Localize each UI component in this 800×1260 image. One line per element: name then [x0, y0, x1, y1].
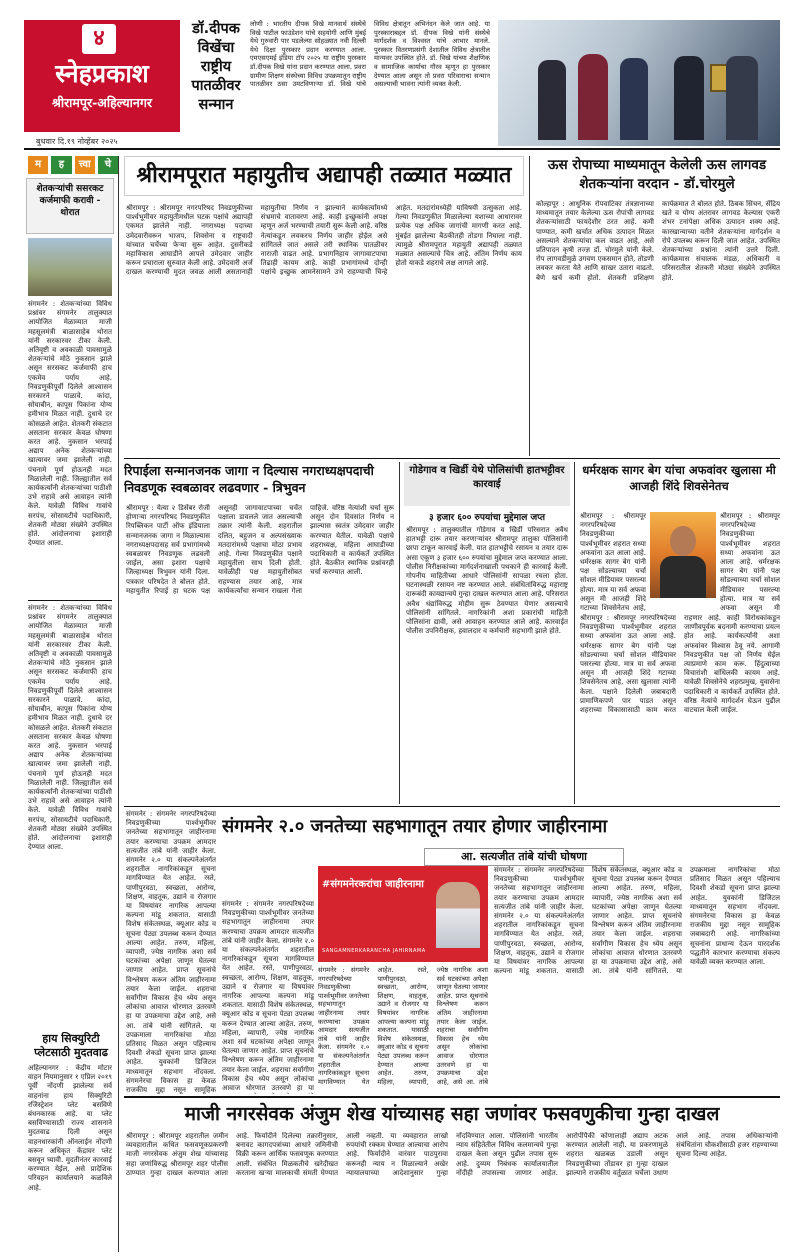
godown-rule [574, 462, 575, 804]
left-body-continued: संगमनेर : शेतकऱ्यांच्या विविध प्रश्नांवर संगमनेर तालुक्यात आयोजित मेळाव्यात माजी महसूलमंत्री बाळासाहेब थोरात यांनी सरकारवर टीका केली. अतिवृष्टी व अवकाळी पावसामुळे शेतकऱ्यांचे मोठे नुकसान झाले असून सरसकट कर्जमाफी हाच एकमेव पर्याय आहे. निवडणुकीपूर्वी दिलेले आश्वासन सरकारने पाळावे. कांदा, सोयाबीन, कापूस पिकांना योग्य हमीभाव मिळत नाही. दुधाचे दर कोसळले आहेत. शेतकरी संकटात असताना सरकार केवळ घोषणा करत आहे. नुकसान भरपाई अद्याप अनेक शेतकऱ्यांच्या खात्यावर जमा झालेली नाही. पंचनामे पूर्ण होऊनही मदत मिळालेली नाही. जिल्ह्यातील सर्व कार्यकर्त्यांनी शेतकऱ्यांच्या पाठीशी उभे राहावे असे आवाहन त्यांनी केले. यावेळी विविध गावांचे सरपंच, सोसायटीचे पदाधिकारी, शेतकरी मोठ्या संख्येने उपस्थित होते. आंदोलनाचा इशाराही देण्यात आला. [28, 604, 112, 852]
label-char-2: ह [51, 156, 71, 174]
sangamner-body-right: संगमनेर : संगमनेर नगरपरिषदेच्या निवडणुकीच्या पार्श्वभूमीवर जनतेच्या सहभागातून जाहीरनामा तयार करण्याचा उपक्रम आमदार सत्यजीत तांबे यांनी जाहीर केला. संगमनेर २.० या संकल्पनेअंतर्गत शहरातील नागरिकांकडून सूचना मागविण्यात येत आहेत. रस्ते, पाणीपुरवठा, स्वच्छता, आरोग्य, शिक्षण, वाहतूक, उद्याने व रोजगार या विषयांवर नागरिक आपल्या कल्पना मांडू शकतात. यासाठी विशेष संकेतस्थळ, क्यूआर कोड व सूचना पेट्या उपलब्ध करून देण्यात आल्या आहेत. तरुण, महिला, व्यापारी, ज्येष्ठ नागरिक अशा सर्व घटकांच्या अपेक्षा जाणून घेतल्या जाणार आहेत. प्राप्त सूचनांचे विश्लेषण करून अंतिम जाहीरनामा तयार केला जाईल. शहराचा सर्वांगीण विकास हेच ध्येय असून लोकांचा आवाज धोरणात उतरवणे हा या उपक्रमाचा उद्देश आहे, असे आ. तांबे यांनी सांगितले. या उपक्रमाला नागरिकांचा मोठा प्रतिसाद मिळत असून पहिल्याच दिवशी शेकडो सूचना प्राप्त झाल्या आहेत. युवकांनी डिजिटल माध्यमातून सहभाग नोंदवला. संगमनेरचा विकास हा केवळ राजकीय मुद्दा नसून सामूहिक जबाबदारी आहे. नागरिकांच्या सूचनांना प्राधान्य देऊन पारदर्शक पद्धतीने कारभार करण्याचा संकल्प यावेळी व्यक्त करण्यात आला. [494, 866, 780, 976]
sangamner-headline: संगमनेर २.० जनतेच्या सहभागातून तयार होणार जाहीरनामा [222, 816, 608, 837]
left-headline-box [26, 178, 114, 234]
sugarcane-headline: ऊस रोपाच्या माध्यमातून केलेली ऊस लागवड शेतकऱ्यांना वरदान - डॉ.चोरमुले [547, 157, 767, 192]
tribhuvan-headline: रिपाईला सन्मानजनक जागा न दिल्यास नगराध्यक्षपदाची निवडणूक स्वबळावर लढवणार - त्रिभुवन [124, 463, 374, 495]
godown-subhead: ३ हजार ६०० रुपयांचा मुद्देमाल जप्त [428, 513, 546, 523]
award-title: डॉ.दीपक विखेंचा राष्ट्रीय पातळीवर सन्मान [191, 21, 241, 113]
sangamner-body-left: संगमनेर : संगमनेर नगरपरिषदेच्या निवडणुकीच्या पार्श्वभूमीवर जनतेच्या सहभागातून जाहीरनामा तयार करण्याचा उपक्रम आमदार सत्यजीत तांबे यांनी जाहीर केला. संगमनेर २.० या संकल्पनेअंतर्गत शहरातील नागरिकांकडून सूचना मागविण्यात येत आहेत. रस्ते, पाणीपुरवठा, स्वच्छता, आरोग्य, शिक्षण, वाहतूक, उद्याने व रोजगार या विषयांवर नागरिक आपल्या कल्पना मांडू शकतात. यासाठी विशेष संकेतस्थळ, क्यूआर कोड व सूचना पेट्या उपलब्ध करून देण्यात आल्या आहेत. तरुण, महिला, व्यापारी, ज्येष्ठ नागरिक अशा सर्व घटकांच्या अपेक्षा जाणून घेतल्या जाणार आहेत. प्राप्त सूचनांचे विश्लेषण करून अंतिम जाहीरनामा तयार केला जाईल. शहराचा सर्वांगीण विकास हेच ध्येय असून लोकांचा आवाज धोरणात उतरवणे हा या उपक्रमाचा उद्देश आहे, असे आ. तांबे यांनी सांगितले. या उपक्रमाला नागरिकांचा मोठा प्रतिसाद मिळत असून पहिल्याच दिवशी शेकडो सूचना प्राप्त झाल्या आहेत. युवकांनी डिजिटल माध्यमातून सहभाग नोंदवला. संगमनेरचा विकास हा केवळ राजकीय मुद्दा नसून सामूहिक [126, 810, 216, 1094]
masthead [24, 20, 180, 132]
main-body: श्रीरामपूर : श्रीरामपूर नगरपरिषद निवडणुकीच्या पार्श्वभूमीवर महायुतीमधील घटक पक्षांचे अद्यापही एकमत झालेले नाही. नगराध्यक्ष पदाच्या उमेदवारीवरून भाजप, शिवसेना व राष्ट्रवादी यांच्यात चर्चेच्या फेऱ्या सुरू आहेत. दुसरीकडे महाविकास आघाडीने आपले उमेदवार जाहीर करून प्रचाराला सुरुवात केली आहे. उमेदवारी अर्ज दाखल करण्याची मुदत जवळ आली असतानाही महायुतीचा निर्णय न झाल्याने कार्यकर्त्यांमध्ये संभ्रमाचे वातावरण आहे. काही इच्छुकांनी अपक्ष म्हणून अर्ज भरण्याची तयारी सुरू केली आहे. वरिष्ठ नेत्यांकडून लवकरच निर्णय जाहीर होईल असे सांगितले जात असले तरी स्थानिक पातळीवर नाराजी वाढत आहे. प्रभागनिहाय जागावाटपाचा तिढाही कायम आहे. काही प्रभागांमध्ये दोन्ही पक्षांचे इच्छुक आमनेसामने उभे राहण्याची चिन्हे आहेत. मतदारांमध्येही याविषयी उत्सुकता आहे. गेल्या निवडणुकीत मिळालेल्या यशाच्या आधारावर प्रत्येक पक्ष अधिक जागांची मागणी करत आहे. मुंबईत झालेल्या बैठकीतही तोडगा निघाला नाही. त्यामुळे श्रीरामपूरात महायुती अद्यापही तळ्यात मळ्यात असल्याचे चित्र आहे. अंतिम निर्णय काय होतो याकडे शहराचे लक्ष लागले आहे. [126, 204, 522, 277]
award-photo [498, 20, 780, 146]
hashtag-caption: SANGAMNERKARANCHA JAHIRNAMA [322, 948, 426, 954]
sugarcane-body: कोल्हापूर : आधुनिक रोपवाटिका तंत्रज्ञानाच्या माध्यमातून तयार केलेल्या ऊस रोपांची लागवड शेतकऱ्यांसाठी फायदेशीर ठरत आहे. कमी पाण्यात, कमी खर्चात अधिक उत्पादन मिळत असल्याने शेतकऱ्यांचा कल वाढत आहे, असे प्रतिपादन कृषी तज्ज्ञ डॉ. चोरमुले यांनी केले. रोप लागवडीमुळे उगवण एकसमान होते, तोडणी लवकर करता येते आणि साखर उतारा वाढतो. बेणे खर्च कमी होतो. शेतकरी प्रशिक्षण कार्यक्रमात ते बोलत होते. ठिबक सिंचन, सेंद्रिय खते व योग्य अंतरावर लागवड केल्यास एकरी शंभर टनांपेक्षा अधिक उत्पादन शक्य आहे. कारखान्याच्या वतीने शेतकऱ्यांना मार्गदर्शन व रोपे उपलब्ध करून दिली जात आहेत. उपस्थित शेतकऱ्यांच्या प्रश्नांना त्यांनी उत्तरे दिली. कार्यक्रमास संचालक मंडळ, अधिकारी व परिसरातील शेतकरी मोठ्या संख्येने उपस्थित होते. [536, 200, 780, 282]
tambe-photo [436, 882, 480, 948]
label-char-1: म [28, 156, 48, 174]
bottom-headline: माजी नगरसेवक अंजुम शेख यांच्यासह सहा जणांवर फसवणुकीचा गुन्हा दाखल [184, 1103, 720, 1125]
godown-header [404, 462, 570, 506]
bottom-body: श्रीरामपूर : श्रीरामपूर शहरातील जमीन व्यवहारातील कथित फसवणूकप्रकरणी माजी नगरसेवक अंजुम शेख यांच्यासह सहा जणांविरुद्ध श्रीरामपूर शहर पोलीस ठाण्यात गुन्हा दाखल करण्यात आला आहे. फिर्यादीने दिलेल्या तक्रारीनुसार, बनावट कागदपत्रांच्या आधारे जमिनीची विक्री करून आर्थिक फसवणूक करण्यात आली. संबंधित मिळकतीचे खरेदीखत करताना खऱ्या मालकाची संमती घेण्यात आली नव्हती. या व्यवहारात लाखो रुपयांची रक्कम घेण्यात आल्याचा आरोप आहे. फिर्यादीने वारंवार पाठपुरावा करूनही न्याय न मिळाल्याने अखेर न्यायालयाच्या आदेशानुसार गुन्हा नोंदविण्यात आला. पोलिसांनी भारतीय न्याय संहितेतील विविध कलमान्वये गुन्हा दाखल केला असून पुढील तपास सुरू आहे. दुय्यम निबंधक कार्यालयातील नोंदीही तपासल्या जाणार आहेत. आरोपींपैकी कोणालाही अद्याप अटक करण्यात आलेली नाही. या प्रकरणामुळे शहरात खळबळ उडाली असून निवडणुकीच्या तोंडावर हा गुन्हा दाखल झाल्याने राजकीय वर्तुळात चर्चेला उधाण आले आहे. तपास अधिकाऱ्यांनी संबंधितांना चौकशीसाठी हजर राहण्याच्या सूचना दिल्या आहेत. [126, 1132, 778, 1177]
award-text: लोणी : भारतीय दीपक विखे मानवार्थ संस्थेचे विखे पाटील फाउंडेशन यांचे सहयोगी आणि मुंबई येथे गुरुवारी पार पडलेल्या सोहळ्यात नवी दिल्ली येथे दिक्षा पुरस्कार प्रदान करण्यात आला. एमएसएमई इंडिया टॉप २०२५ या राष्ट्रीय पुरस्कार डॉ.दीपक विखे यांना प्रदान करण्यात आला. प्रवरा ग्रामीण शिक्षण संस्थेच्या विविध उपक्रमातून राष्ट्रीय पातळीवर ठसा उमटविणाऱ्या डॉ. विखे यांचे विविध क्षेत्रातून अभिनंदन केले जात आहे. या पुरस्काराबद्दल डॉ. दीपक विखे यांनी संस्थेचे मार्गदर्शक व विश्वस्त यांचे आभार मानले. पुरस्कार वितरणप्रसंगी देशातील विविध क्षेत्रातील मान्यवर उपस्थित होते. डॉ. विखे यांच्या शैक्षणिक व सामाजिक कार्याचा गौरव म्हणून हा पुरस्कार देण्यात आला असून तो प्रवरा परिवाराचा सन्मान असल्याची भावना त्यांनी व्यक्त केली. [250, 20, 490, 89]
tribhuvan-rule [399, 462, 400, 804]
tribhuvan-body: श्रीरामपूर : येत्या २ डिसेंबर रोजी होणाऱ्या नगरपरिषद निवडणुकीत रिपब्लिकन पार्टी ऑफ इंडियाला सन्मानजनक जागा न मिळाल्यास नगराध्यक्षपदासह सर्व प्रभागांमध्ये स्वबळावर निवडणूक लढवली जाईल, असा इशारा पक्षाचे जिल्हाध्यक्ष त्रिभुवन यांनी दिला. पत्रकार परिषदेत ते बोलत होते. महायुतीत रिपाई हा घटक पक्ष असूनही जागावाटपाच्या चर्चेत पक्षाला डावलले जात असल्याची तक्रार त्यांनी केली. शहरातील दलित, बहुजन व अल्पसंख्याक मतदारांमध्ये पक्षाचा मोठा प्रभाव आहे. गेल्या निवडणुकीत पक्षाने महायुतीला साथ दिली होती. यावेळीही पक्ष महायुतीसोबत राहण्यास तयार आहे, मात्र कार्यकर्त्यांचा सन्मान राखला गेला पाहिजे. वरिष्ठ नेत्यांशी चर्चा सुरू असून दोन दिवसांत निर्णय न झाल्यास स्वतंत्र उमेदवार जाहीर करण्यात येतील. यावेळी पक्षाचे शहराध्यक्ष, महिला आघाडीच्या पदाधिकारी व कार्यकर्ते उपस्थित होते. बैठकीत स्थानिक प्रश्नांवरही चर्चा करण्यात आली. [126, 504, 394, 595]
hashtag-title: #संगमनेरकरांचा जाहीरनामा [322, 879, 424, 890]
label-char-3: त्त्वा [75, 156, 95, 174]
page-number: ४ [82, 24, 116, 54]
left-body: संगमनेर : शेतकऱ्यांच्या विविध प्रश्नांवर संगमनेर तालुक्यात आयोजित मेळाव्यात माजी महसूलमंत्री बाळासाहेब थोरात यांनी सरकारवर टीका केली. अतिवृष्टी व अवकाळी पावसामुळे शेतकऱ्यांचे मोठे नुकसान झाले असून सरसकट कर्जमाफी हाच एकमेव पर्याय आहे. निवडणुकीपूर्वी दिलेले आश्वासन सरकारने पाळावे. कांदा, सोयाबीन, कापूस पिकांना योग्य हमीभाव मिळत नाही. दुधाचे दर कोसळले आहेत. शेतकरी संकटात असताना सरकार केवळ घोषणा करत आहे. नुकसान भरपाई अद्याप अनेक शेतकऱ्यांच्या खात्यावर जमा झालेली नाही. पंचनामे पूर्ण होऊनही मदत मिळालेली नाही. जिल्ह्यातील सर्व कार्यकर्त्यांनी शेतकऱ्यांच्या पाठीशी उभे राहावे असे आवाहन त्यांनी केले. यावेळी विविध गावांचे सरपंच, सोसायटीचे पदाधिकारी, शेतकरी मोठ्या संख्येने उपस्थित होते. आंदोलनाचा इशाराही देण्यात आला. [28, 300, 112, 548]
shinde-body-lower: श्रीरामपूर : श्रीरामपूर नगरपरिषदेच्या निवडणुकीच्या पार्श्वभूमीवर शहरात सध्या अफवांना ऊत आला आहे. धर्मरक्षक सागर बेग यांनी पक्ष सोडल्याच्या चर्चा सोशल मीडियावर पसरल्या होत्या. मात्र या सर्व अफवा असून मी आजही शिंदे गटाच्या शिवसेनेतच आहे, असा खुलासा त्यांनी केला. पक्षाने दिलेली जबाबदारी प्रामाणिकपणे पार पाडत असून शहराच्या विकासासाठी काम करत राहणार आहे. काही विरोधकांकडून जाणीवपूर्वक बदनामी करण्याचा प्रयत्न होत आहे. कार्यकर्त्यांनी अशा अफवांवर विश्वास ठेवू नये. आगामी निवडणुकीत पक्ष जो निर्णय घेईल त्याप्रमाणे काम करू. हिंदुत्वाच्या विचारांशी बांधिलकी कायम आहे. यावेळी शिवसेनेचे शहरप्रमुख, युवासेना पदाधिकारी व कार्यकर्ते उपस्थित होते. वरिष्ठ नेत्यांचे मार्गदर्शन घेऊन पुढील वाटचाल केली जाईल. [580, 614, 780, 715]
sangamner-body-bottom: संगमनेर : संगमनेर नगरपरिषदेच्या निवडणुकीच्या पार्श्वभूमीवर जनतेच्या सहभागातून जाहीरनामा तयार करण्याचा उपक्रम आमदार सत्यजीत तांबे यांनी जाहीर केला. संगमनेर २.० या संकल्पनेअंतर्गत शहरातील नागरिकांकडून सूचना मागविण्यात येत आहेत. रस्ते, पाणीपुरवठा, स्वच्छता, आरोग्य, शिक्षण, वाहतूक, उद्याने व रोजगार या विषयांवर नागरिक आपल्या कल्पना मांडू शकतात. यासाठी विशेष संकेतस्थळ, क्यूआर कोड व सूचना पेट्या उपलब्ध करून देण्यात आल्या आहेत. तरुण, महिला, व्यापारी, ज्येष्ठ नागरिक अशा सर्व घटकांच्या अपेक्षा जाणून घेतल्या जाणार आहेत. प्राप्त सूचनांचे विश्लेषण करून अंतिम जाहीरनामा तयार केला जाईल. शहराचा सर्वांगीण विकास हेच ध्येय असून लोकांचा आवाज धोरणात उतरवणे हा या उपक्रमाचा उद्देश आहे, असे आ. तांबे [318, 966, 488, 1086]
left-photo [28, 238, 112, 296]
label-char-4: चे [98, 156, 118, 174]
masthead-divider [24, 148, 780, 150]
shinde-photo [650, 512, 716, 598]
hsrp-body: अहिल्यानगर : केंद्रीय मोटार वाहन नियमानुसार १ एप्रिल २०१९ पूर्वी नोंदणी झालेल्या सर्व वाहनांना हाय सिक्युरिटी रजिस्ट्रेशन प्लेट बसविणे बंधनकारक आहे. या प्लेट बसविण्यासाठी राज्य शासनाने मुदतवाढ दिली असून वाहनधारकांनी ऑनलाईन नोंदणी करून अधिकृत केंद्रावर प्लेट बसवून घ्यावी. मुदतीनंतर कारवाई करण्यात येईल, असे प्रादेशिक परिवहन कार्यालयाने कळविले आहे. [28, 1064, 112, 1192]
main-headline: श्रीरामपूरात महायुतीच अद्यापही तळ्यात मळ्यात [124, 156, 524, 196]
left-headline: शेतकऱ्यांची ससरकट कर्जमाफी करावी - थोरात [36, 184, 104, 218]
shinde-body: श्रीरामपूर : श्रीरामपूर नगरपरिषदेच्या निवडणुकीच्या पार्श्वभूमीवर शहरात सध्या अफवांना ऊत आला आहे. धर्मरक्षक सागर बेग यांनी पक्ष सोडल्याच्या चर्चा सोशल मीडियावर पसरल्या होत्या. मात्र या सर्व अफवा असून मी आजही शिंदे गटाच्या शिवसेनेतच आहे, [580, 512, 646, 612]
section-label [28, 156, 118, 174]
left-column-rule [118, 156, 119, 1252]
row3-divider [124, 1096, 780, 1098]
shinde-headline: धर्मरक्षक सागर बेग यांचा अफवांवर खुलासा मी आजही शिंदे शिवसेनेतच [582, 463, 776, 493]
shinde-body-right: श्रीरामपूर : श्रीरामपूर नगरपरिषदेच्या निवडणुकीच्या पार्श्वभूमीवर शहरात सध्या अफवांना ऊत आला आहे. धर्मरक्षक सागर बेग यांनी पक्ष सोडल्याच्या चर्चा सोशल मीडियावर पसरल्या होत्या. मात्र या सर्व अफवा असून मी [720, 512, 780, 612]
date-line: बुधवार दि.१९ नोव्हेंबर २०२५ [36, 137, 118, 146]
sangamner-photo [318, 866, 488, 962]
left-body-cont [28, 604, 112, 1028]
newspaper-name: स्नेहप्रकाश [55, 59, 149, 88]
hsrp-headline: हाय सिक्युरिटी प्लेटसाठी मुदतवाढ [34, 1032, 108, 1059]
row2-divider [124, 806, 780, 807]
left-divider [28, 600, 112, 601]
main-rule [529, 156, 530, 456]
sangamner-subhead: आ. सत्यजीत तांबे यांची घोषणा [424, 848, 624, 866]
godown-headline: गोडेगाव व खिर्डी येथे पोलिसांची हातभट्टीवर कारवाई [409, 465, 565, 490]
sangamner-body-left2: संगमनेर : संगमनेर नगरपरिषदेच्या निवडणुकीच्या पार्श्वभूमीवर जनतेच्या सहभागातून जाहीरनामा तयार करण्याचा उपक्रम आमदार सत्यजीत तांबे यांनी जाहीर केला. संगमनेर २.० या संकल्पनेअंतर्गत शहरातील नागरिकांकडून सूचना मागविण्यात येत आहेत. रस्ते, पाणीपुरवठा, स्वच्छता, आरोग्य, शिक्षण, वाहतूक, उद्याने व रोजगार या विषयांवर नागरिक आपल्या कल्पना मांडू शकतात. यासाठी विशेष संकेतस्थळ, क्यूआर कोड व सूचना पेट्या उपलब्ध करून देण्यात आल्या आहेत. तरुण, महिला, व्यापारी, ज्येष्ठ नागरिक अशा सर्व घटकांच्या अपेक्षा जाणून घेतल्या जाणार आहेत. प्राप्त सूचनांचे विश्लेषण करून अंतिम जाहीरनामा तयार केला जाईल. शहराचा सर्वांगीण विकास हेच ध्येय असून लोकांचा आवाज धोरणात उतरवणे हा या [222, 900, 314, 1093]
city-label: श्रीरामपूर-अहिल्यानगर [51, 95, 153, 110]
godown-body: श्रीरामपूर : तालुक्यातील गोंडेगाव व खिर्डी परिसरात अवैध हातभट्टी दारू तयार करणाऱ्यांवर श्रीरामपूर तालुका पोलिसांनी छापा टाकून कारवाई केली. यात हातभट्टीचे रसायन व तयार दारू असा एकूण ३ हजार ६०० रुपयांचा मुद्देमाल जप्त करण्यात आला. पोलीस निरीक्षकांच्या मार्गदर्शनाखाली पथकाने ही कारवाई केली. गोपनीय माहितीच्या आधारे पोलिसांनी सापळा रचला होता. घटनास्थळी रसायन नष्ट करण्यात आले. संबंधितांविरुद्ध महाराष्ट्र दारूबंदी कायद्यान्वये गुन्हा दाखल करण्यात आला आहे. परिसरात अवैध धंद्यांविरुद्ध मोहीम सुरू ठेवण्यात येणार असल्याचे पोलिसांनी सांगितले. नागरिकांनी अशा प्रकारांची माहिती पोलिसांना द्यावी, असे आवाहन करण्यात आले आहे. कारवाईत पोलीस उपनिरीक्षक, हवालदार व कर्मचारी सहभागी झाले होते. [406, 526, 568, 636]
row1-divider [124, 458, 780, 459]
